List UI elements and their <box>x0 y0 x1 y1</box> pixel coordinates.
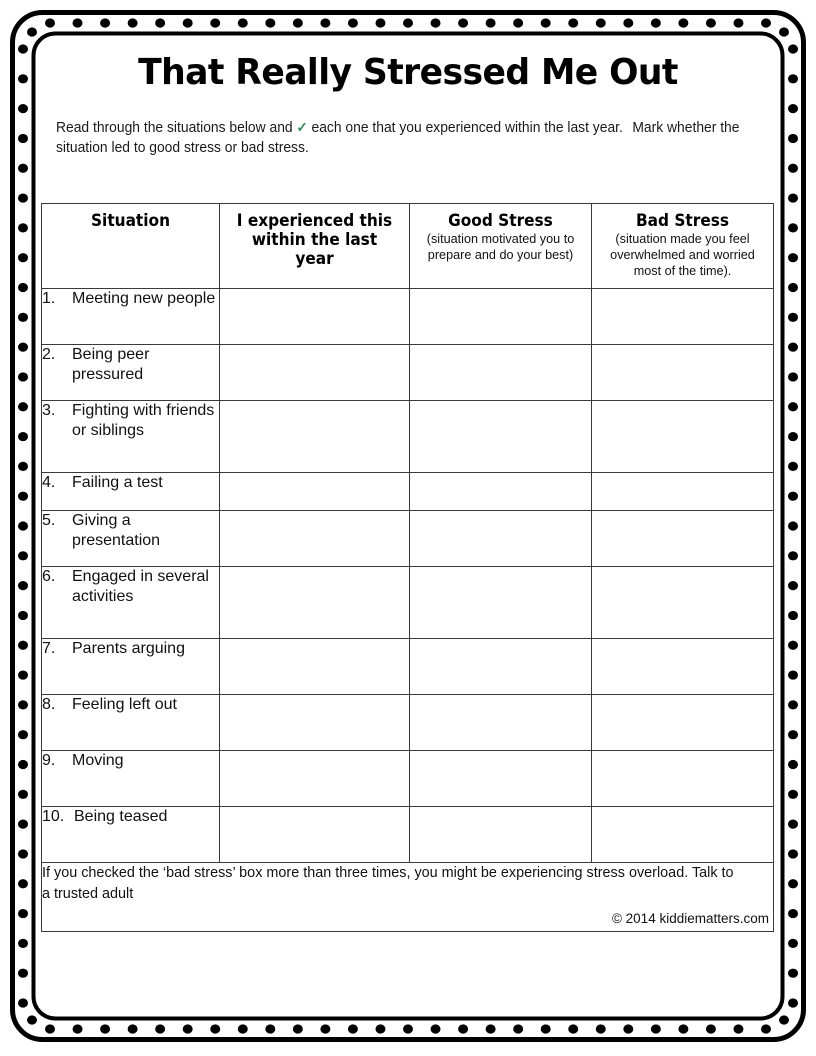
header-situation <box>42 204 220 289</box>
situation-cell <box>42 472 220 510</box>
bad-stress-checkbox-cell[interactable] <box>592 344 774 400</box>
header-good-stress-label: Good Stress <box>448 211 553 230</box>
header-experienced-label: I experienced this within the last year <box>236 211 393 269</box>
situation-number: 7. <box>42 639 56 657</box>
good-stress-checkbox-cell[interactable] <box>410 400 592 472</box>
bad-stress-checkbox-cell[interactable] <box>592 806 774 862</box>
good-stress-checkbox-cell[interactable] <box>410 344 592 400</box>
page-title: That Really Stressed Me Out <box>138 52 678 93</box>
table-body <box>42 288 774 862</box>
bad-stress-checkbox-cell[interactable] <box>592 750 774 806</box>
situation-cell <box>42 288 220 344</box>
situation-cell <box>42 806 220 862</box>
situation-cell <box>42 510 220 566</box>
header-bad-stress-label: Bad Stress <box>635 211 729 230</box>
header-bad-stress-desc: (situation made you feel overwhelmed and worried most of the time). <box>610 231 755 279</box>
checkmark-icon: ✓ <box>296 119 308 136</box>
experienced-checkbox-cell[interactable] <box>220 288 410 344</box>
copyright-text: © 2014 kiddiematters.com <box>611 911 769 927</box>
situation-number: 8. <box>42 695 56 713</box>
experienced-checkbox-cell[interactable] <box>220 400 410 472</box>
situation-label: Moving <box>72 751 124 769</box>
footer-note: If you checked the ‘bad stress’ box more than three times, you might be experiencing stress overload. Talk to a trusted adult <box>42 863 734 902</box>
table-row <box>42 638 774 694</box>
good-stress-checkbox-cell[interactable] <box>410 638 592 694</box>
experienced-checkbox-cell[interactable] <box>220 472 410 510</box>
table-row <box>42 472 774 510</box>
header-situation-label: Situation <box>91 211 170 230</box>
worksheet-content <box>36 34 780 1018</box>
situation-number: 10. <box>42 807 65 825</box>
worksheet-table-wrapper <box>41 203 773 932</box>
situation-cell <box>42 694 220 750</box>
table-header-row <box>42 204 774 289</box>
header-bad-stress <box>592 204 774 289</box>
good-stress-checkbox-cell[interactable] <box>410 510 592 566</box>
situation-cell <box>42 566 220 638</box>
bad-stress-checkbox-cell[interactable] <box>592 472 774 510</box>
good-stress-checkbox-cell[interactable] <box>410 750 592 806</box>
situation-number: 4. <box>42 473 56 491</box>
good-stress-checkbox-cell[interactable] <box>410 566 592 638</box>
situation-cell <box>42 638 220 694</box>
situation-label: Being teased <box>74 807 168 825</box>
situation-number: 3. <box>42 401 56 419</box>
good-stress-checkbox-cell[interactable] <box>410 806 592 862</box>
situation-label: Meeting new people <box>72 289 216 307</box>
experienced-checkbox-cell[interactable] <box>220 750 410 806</box>
footer-row <box>42 862 774 931</box>
situation-cell <box>42 750 220 806</box>
table-row <box>42 750 774 806</box>
situation-number: 9. <box>42 751 56 769</box>
experienced-checkbox-cell[interactable] <box>220 638 410 694</box>
situation-label: Failing a test <box>72 473 163 491</box>
situation-label: Feeling left out <box>72 695 177 713</box>
situation-label: Being peer pressured <box>72 345 150 383</box>
bad-stress-checkbox-cell[interactable] <box>592 694 774 750</box>
header-good-stress <box>410 204 592 289</box>
table-foot <box>42 862 774 931</box>
table-row <box>42 344 774 400</box>
good-stress-checkbox-cell[interactable] <box>410 694 592 750</box>
bad-stress-checkbox-cell[interactable] <box>592 288 774 344</box>
header-good-stress-desc: (situation motivated you to prepare and do your best) <box>426 231 575 263</box>
situation-number: 6. <box>42 567 56 585</box>
experienced-checkbox-cell[interactable] <box>220 344 410 400</box>
instructions-part2: each one that you experienced within the last year. <box>311 120 623 137</box>
bad-stress-checkbox-cell[interactable] <box>592 400 774 472</box>
instructions-part1: Read through the situations below and <box>56 120 293 137</box>
situation-number: 2. <box>42 345 56 363</box>
bad-stress-checkbox-cell[interactable] <box>592 510 774 566</box>
table-row <box>42 510 774 566</box>
table-row <box>42 288 774 344</box>
situation-label: Parents arguing <box>72 639 185 657</box>
table-head <box>42 204 774 289</box>
experienced-checkbox-cell[interactable] <box>220 510 410 566</box>
situation-cell <box>42 344 220 400</box>
table-row <box>42 806 774 862</box>
header-experienced <box>220 204 410 289</box>
experienced-checkbox-cell[interactable] <box>220 806 410 862</box>
stress-checklist-table <box>41 203 774 932</box>
situation-label: Engaged in several activities <box>72 567 209 605</box>
good-stress-checkbox-cell[interactable] <box>410 472 592 510</box>
instructions-text <box>56 118 754 158</box>
table-row <box>42 566 774 638</box>
situation-label: Fighting with friends or siblings <box>72 401 215 439</box>
footer-cell <box>42 862 774 931</box>
experienced-checkbox-cell[interactable] <box>220 566 410 638</box>
instructions-part3: Mark whether the situation led to good stress or bad stress. <box>56 120 740 157</box>
table-row <box>42 400 774 472</box>
situation-number: 1. <box>42 289 56 307</box>
situation-label: Giving a presentation <box>72 511 161 549</box>
bad-stress-checkbox-cell[interactable] <box>592 566 774 638</box>
situation-cell <box>42 400 220 472</box>
good-stress-checkbox-cell[interactable] <box>410 288 592 344</box>
table-row <box>42 694 774 750</box>
situation-number: 5. <box>42 511 56 529</box>
bad-stress-checkbox-cell[interactable] <box>592 638 774 694</box>
experienced-checkbox-cell[interactable] <box>220 694 410 750</box>
